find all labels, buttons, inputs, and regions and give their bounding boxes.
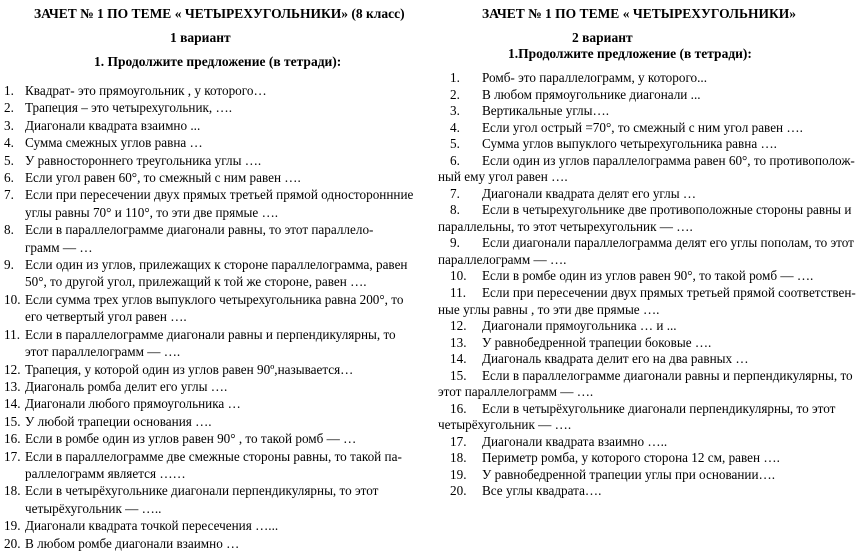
- item-text: В любом ромбе диагонали взаимно …: [25, 535, 240, 551]
- item-text: Ромб- это параллелограмм, у которого...: [482, 70, 708, 85]
- item-number: 15.: [4, 413, 21, 429]
- list-item: [4, 430, 356, 447]
- item-number: 16.: [450, 400, 467, 416]
- item-number: 6.: [450, 152, 460, 168]
- item-text: Если в ромбе один из углов равен 90° , то такой ромб — …: [25, 431, 357, 447]
- item-text: Сумма смежных углов равна …: [25, 135, 203, 151]
- item-number: 4.: [4, 135, 14, 151]
- item-text: Если в четырехугольнике две противоположные стороны равны и: [482, 202, 852, 218]
- list-item: [4, 99, 232, 116]
- list-item: [438, 120, 803, 137]
- item-text: В любом прямоугольнике диагонали ...: [482, 86, 701, 102]
- list-item: [438, 401, 835, 434]
- item-text-continued: его четвертый угол равен ….: [25, 309, 187, 325]
- list-item: [4, 395, 241, 412]
- list-item: [438, 450, 780, 467]
- item-text: Если один из углов, прилежащих к стороне параллелограмма, равен: [25, 257, 408, 273]
- item-text: Диагональ ромба делит его углы ….: [25, 378, 228, 394]
- list-item: [4, 82, 267, 99]
- item-number: 11.: [4, 326, 20, 342]
- list-item: [4, 413, 212, 430]
- list-item: [4, 535, 239, 552]
- list-item: [438, 368, 853, 401]
- item-text: Вертикальные углы….: [482, 103, 609, 119]
- list-item: [4, 482, 378, 517]
- variant-2-title: ЗАЧЕТ № 1 ПО ТЕМЕ « ЧЕТЫРЕХУГОЛЬНИКИ»: [482, 6, 797, 21]
- item-text: Диагонали квадрата делят его углы …: [482, 185, 697, 201]
- item-number: 9.: [4, 257, 14, 273]
- item-text: Если угол равен 60°, то смежный с ним равен ….: [25, 170, 301, 186]
- item-text: Диагонали квадрата взаимно ...: [25, 117, 201, 133]
- item-text-continued: 50°, то другой угол, прилежащий к той же стороне, равен ….: [25, 274, 367, 290]
- list-item: [438, 235, 854, 268]
- list-item: [4, 291, 403, 326]
- item-text-continued: ные углы равны , то эти две прямые ….: [438, 301, 660, 317]
- list-item: [4, 517, 278, 534]
- item-number: 4.: [450, 119, 460, 135]
- item-text: Если в параллелограмме две смежные стороны равны, то такой па-: [25, 448, 402, 464]
- item-text-continued: грамм — …: [25, 239, 93, 255]
- item-text-continued: параллельны, то этот четырехугольник — ….: [438, 218, 693, 234]
- item-text: Диагонали квадрата взаимно …..: [482, 433, 668, 449]
- item-number: 20.: [4, 535, 21, 551]
- item-text-continued: четырёхугольник — …..: [25, 500, 162, 516]
- list-item: [438, 285, 856, 318]
- item-number: 8.: [450, 202, 460, 218]
- list-item: [438, 467, 775, 484]
- item-number: 17.: [450, 433, 467, 449]
- variant-1-label: 1 вариант: [170, 30, 231, 45]
- item-number: 18.: [4, 483, 21, 499]
- list-item: [438, 351, 749, 368]
- variant-1-instruction: 1. Продолжите предложение (в тетради):: [94, 54, 342, 69]
- list-item: [4, 117, 200, 134]
- item-number: 19.: [450, 466, 467, 482]
- item-number: 7.: [4, 187, 14, 203]
- list-item: [438, 153, 855, 186]
- item-number: 15.: [450, 367, 467, 383]
- item-text: Трапеция – это четырехугольник, ….: [25, 100, 233, 116]
- item-text: Диагонали прямоугольника … и ...: [482, 318, 677, 334]
- list-item: [4, 186, 413, 221]
- item-text: Если в ромбе один из углов равен 90°, то такой ромб — ….: [482, 268, 814, 284]
- item-text: Если при пересечении двух прямых третьей прямой соответствен-: [482, 285, 856, 300]
- list-item: [4, 152, 261, 169]
- variant-2-label: 2 вариант: [572, 30, 633, 45]
- item-text-continued: раллелограмм является ……: [25, 465, 186, 481]
- item-text: Если в параллелограмме диагонали равны и перпендикулярны, то: [482, 367, 853, 383]
- list-item: [4, 221, 373, 256]
- item-number: 5.: [450, 136, 460, 152]
- list-item: [4, 448, 402, 483]
- list-item: [438, 202, 851, 235]
- item-text: У равнобедренной трапеции углы при основании….: [482, 466, 776, 482]
- item-text: Периметр ромба, у которого сторона 12 см, равен ….: [482, 450, 780, 466]
- item-number: 11.: [450, 285, 466, 300]
- list-item: [438, 87, 701, 104]
- list-item: [438, 136, 777, 153]
- list-item: [438, 483, 601, 500]
- item-text-continued: параллелограмм — ….: [438, 251, 567, 267]
- item-number: 17.: [4, 448, 21, 464]
- list-item: [438, 70, 707, 87]
- item-text: Диагонали квадрата точкой пересечения …...: [25, 518, 279, 534]
- item-number: 8.: [4, 222, 14, 238]
- item-number: 1.: [450, 70, 460, 85]
- item-number: 18.: [450, 450, 467, 466]
- item-text: Если угол острый =70°, то смежный с ним угол равен ….: [482, 119, 803, 135]
- item-number: 12.: [450, 318, 467, 334]
- item-text-continued: ный ему угол равен ….: [438, 169, 568, 185]
- item-text: Диагональ квадрата делит его на два равных …: [482, 351, 749, 367]
- item-number: 14.: [450, 351, 467, 367]
- item-number: 7.: [450, 185, 460, 201]
- item-text: У любой трапеции основания ….: [25, 413, 212, 429]
- item-text: Если в четырёхугольнике диагонали перпендикулярны, то этот: [25, 483, 379, 499]
- item-number: 1.: [4, 83, 14, 98]
- item-text: У равнобедренной трапеции боковые ….: [482, 334, 712, 350]
- list-item: [438, 103, 609, 120]
- item-text-continued: четырёхугольник — ….: [438, 417, 572, 433]
- item-text: Если в параллелограмме диагонали равны, то этот параллело-: [25, 222, 374, 238]
- item-text-continued: углы равны 70° и 110°, то эти две прямые ….: [25, 204, 279, 220]
- item-number: 10.: [450, 268, 467, 284]
- item-number: 6.: [4, 170, 14, 186]
- list-item: [4, 134, 203, 151]
- list-item: [4, 326, 396, 361]
- variant-2-instruction: 1.Продолжите предложение (в тетради):: [508, 46, 752, 61]
- list-item: [4, 361, 353, 378]
- item-text: Если в четырёхугольнике диагонали перпендикулярны, то этот: [482, 400, 836, 416]
- item-text: Диагонали любого прямоугольника …: [25, 396, 241, 412]
- item-text: У равностороннего треугольника углы ….: [25, 152, 262, 168]
- item-text: Сумма углов выпуклого четырехугольника равна ….: [482, 136, 777, 152]
- list-item: [438, 434, 667, 451]
- item-number: 14.: [4, 396, 21, 412]
- item-number: 3.: [450, 103, 460, 119]
- item-text: Если диагонали параллелограмма делят его углы пополам, то этот: [482, 235, 854, 251]
- item-number: 9.: [450, 235, 460, 251]
- item-text: Если при пересечении двух прямых третьей прямой одностороннние: [25, 187, 414, 203]
- item-text: Все углы квадрата….: [482, 483, 602, 499]
- item-text: Если один из углов параллелограмма равен 60°, то противополож-: [482, 152, 855, 168]
- list-item: [4, 378, 227, 395]
- item-text-continued: этот параллелограмм — ….: [438, 384, 594, 400]
- item-number: 13.: [4, 378, 21, 394]
- list-item: [4, 169, 301, 186]
- item-text-continued: этот параллелограмм — ….: [25, 344, 181, 360]
- item-number: 2.: [450, 86, 460, 102]
- list-item: [438, 186, 696, 203]
- item-text: Если в параллелограмме диагонали равны и перпендикулярны, то: [25, 326, 396, 342]
- item-number: 10.: [4, 291, 21, 307]
- item-number: 16.: [4, 431, 21, 447]
- item-text: Трапеция, у которой один из углов равен 90º,называется…: [25, 361, 354, 377]
- variant-1-title: ЗАЧЕТ № 1 ПО ТЕМЕ « ЧЕТЫРЕХУГОЛЬНИКИ» (8 класс): [34, 6, 405, 21]
- item-text: Если сумма трех углов выпуклого четырехугольника равна 200°, то: [25, 291, 404, 307]
- item-number: 5.: [4, 152, 14, 168]
- item-number: 3.: [4, 117, 14, 133]
- item-number: 13.: [450, 334, 467, 350]
- item-number: 20.: [450, 483, 467, 499]
- list-item: [438, 318, 677, 335]
- item-text: Квадрат- это прямоугольник , у которого…: [25, 83, 267, 98]
- item-number: 2.: [4, 100, 14, 116]
- item-number: 12.: [4, 361, 21, 377]
- list-item: [438, 268, 813, 285]
- list-item: [438, 335, 711, 352]
- item-number: 19.: [4, 518, 21, 534]
- list-item: [4, 256, 408, 291]
